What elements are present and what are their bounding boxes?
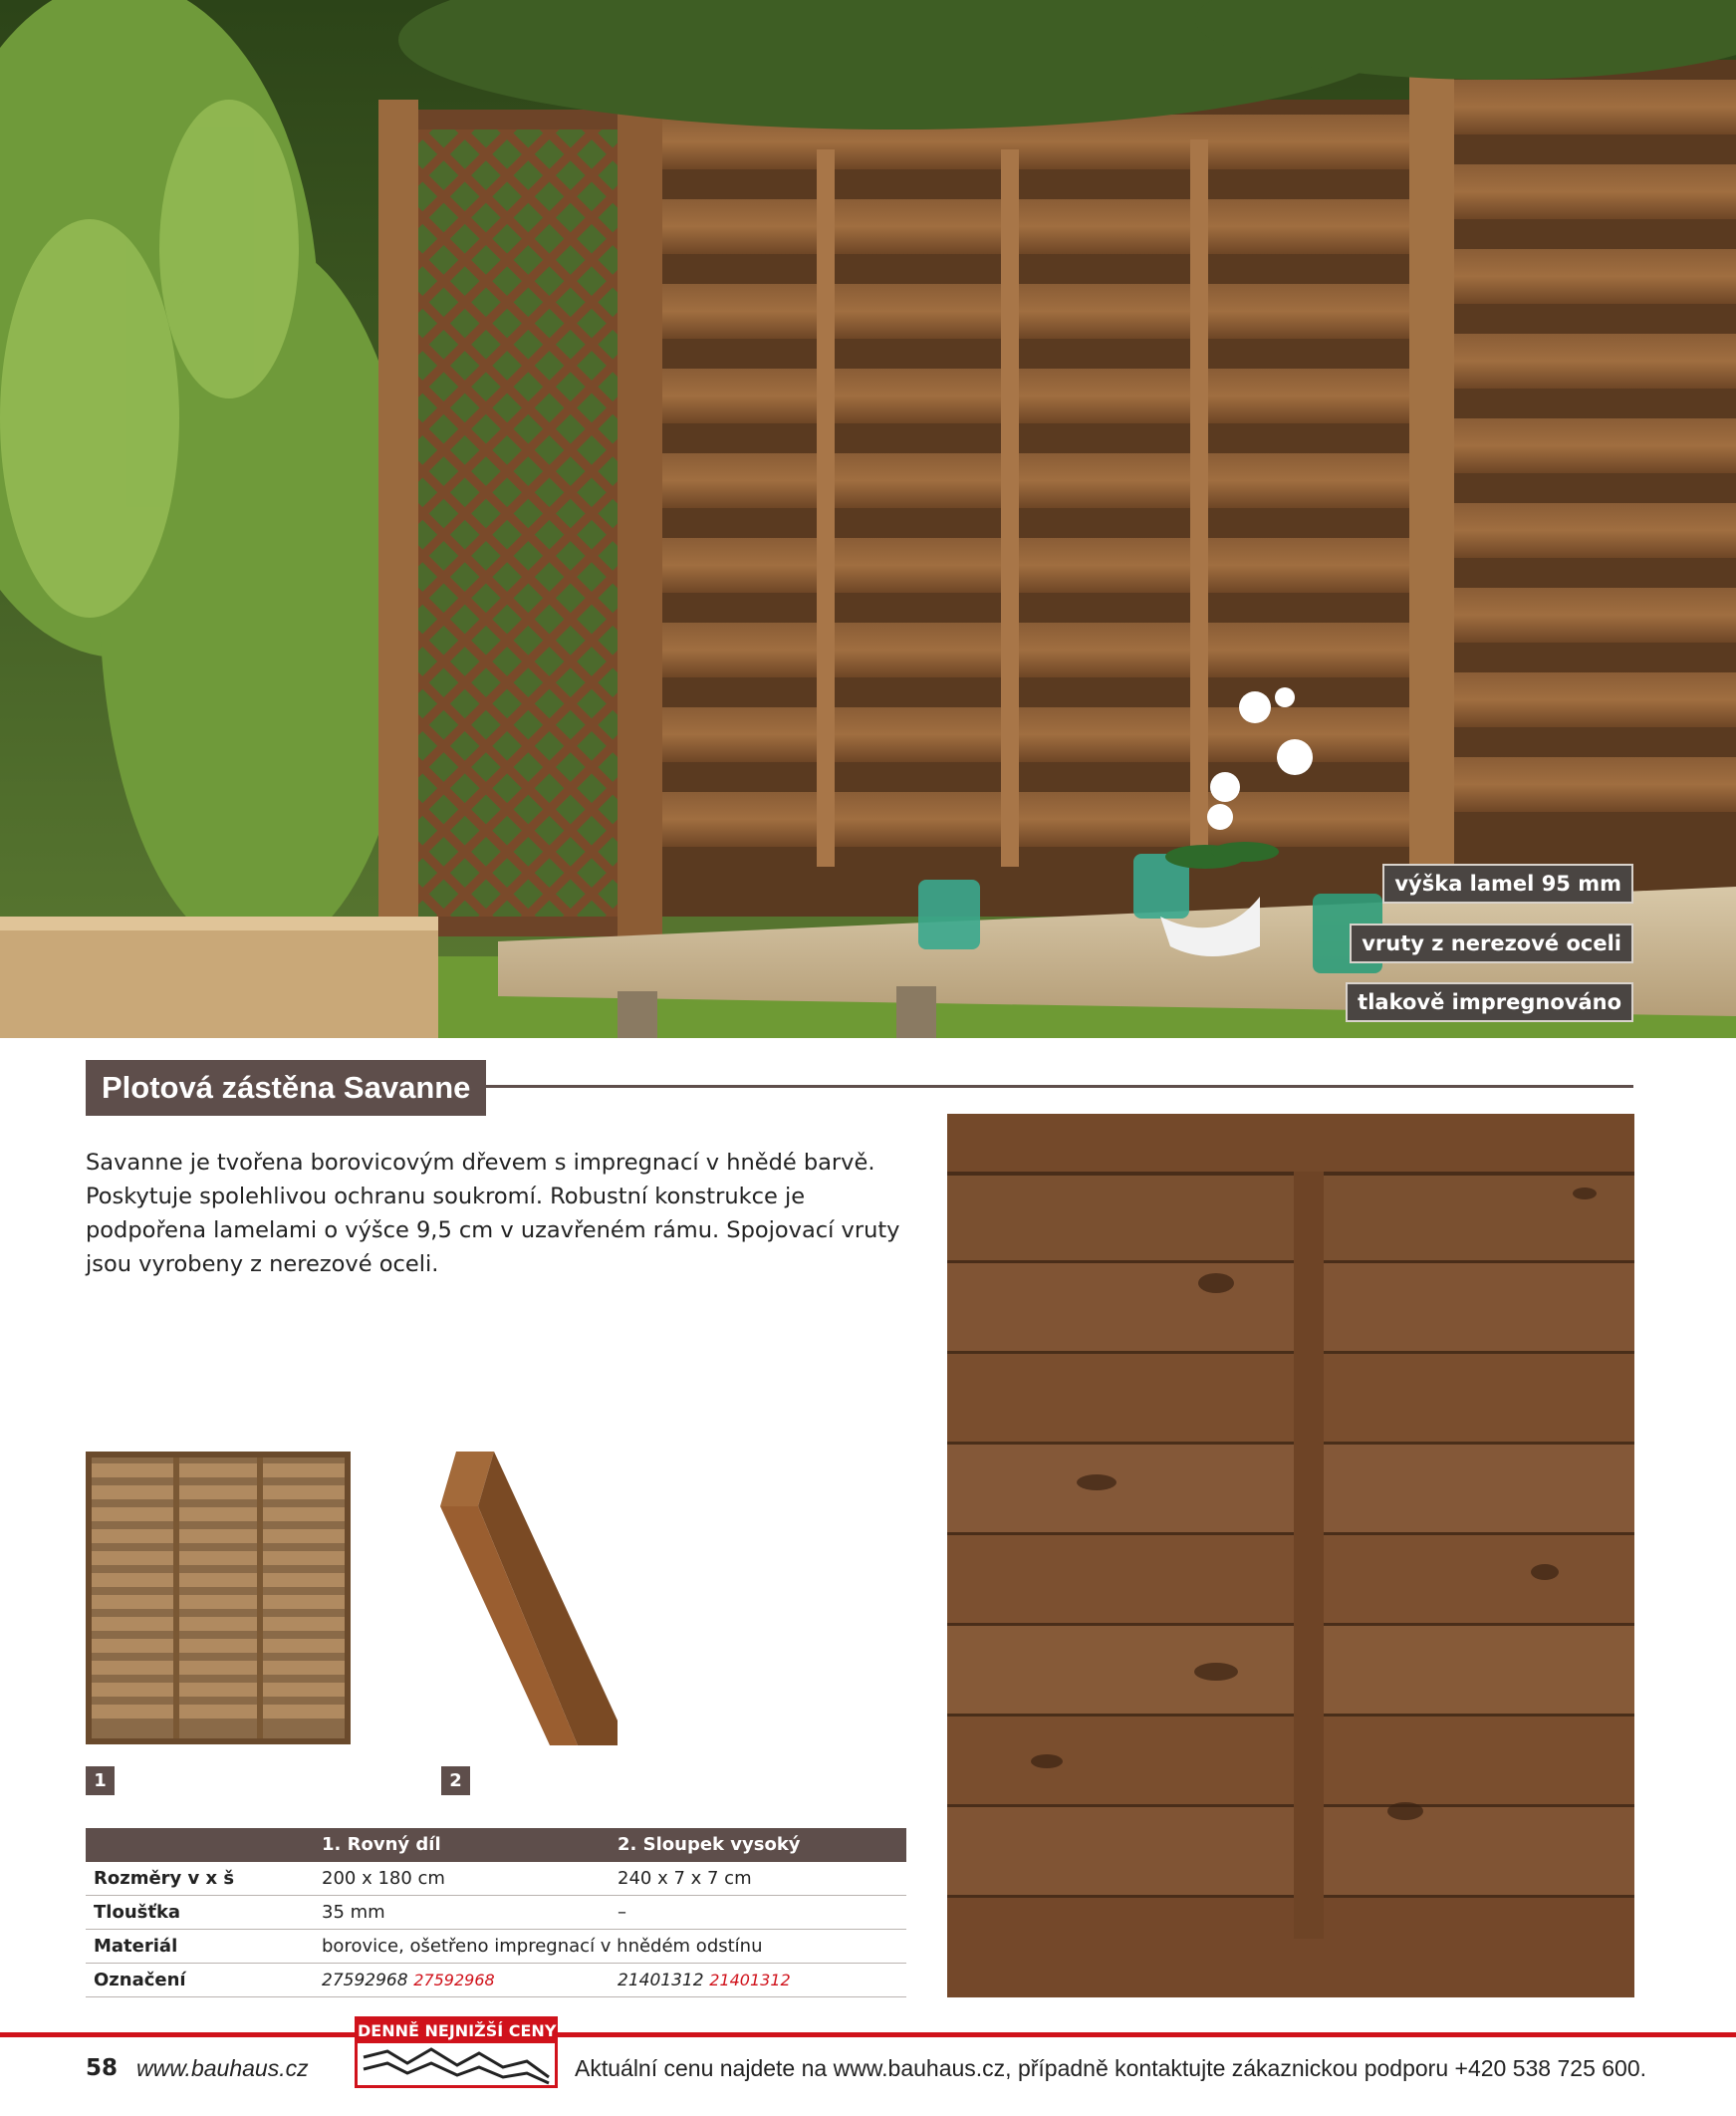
hero-image — [0, 0, 1736, 1038]
row-label: Rozměry v x š — [94, 1868, 235, 1889]
feature-badge-stainless-screws: vruty z nerezové oceli — [1350, 924, 1633, 963]
title-divider — [483, 1085, 1633, 1088]
fence-panel-thumbnail — [86, 1452, 351, 1744]
article-code: 21401312 — [618, 1971, 704, 1990]
spec-row-thickness — [86, 1896, 906, 1930]
cell-value: – — [618, 1902, 626, 1923]
column-header-straight-panel: 1. Rovný díl — [322, 1834, 441, 1855]
daily-lowest-price-label: DENNĚ NEJNIŽŠÍ CENY — [358, 2019, 555, 2043]
product-description: Savanne je tvořena borovicovým dřevem s impregnací v hnědé barvě. Poskytuje spolehlivou ochranu soukromí. Robustní konstrukce je podpořena lamelami o výšce 9,5 cm v uzavřeném rámu. Spojovací vruty jsou vyrobeny z nerezové oceli. — [86, 1150, 900, 1277]
product-image-panel — [86, 1452, 351, 1744]
fence-post-thumbnail — [438, 1452, 618, 1745]
cell-value: 35 mm — [322, 1902, 385, 1923]
cell-value: borovice, ošetřeno impregnací v hnědém odstínu — [322, 1936, 763, 1957]
footer-red-line — [0, 2032, 1736, 2037]
product-title: Plotová zástěna Savanne — [86, 1060, 486, 1116]
spec-row-material — [86, 1930, 906, 1964]
website-link[interactable]: www.bauhaus.cz — [136, 2055, 309, 2081]
article-code-red: 21401312 — [709, 1971, 791, 1989]
feature-badge-slat-height: výška lamel 95 mm — [1382, 864, 1633, 904]
article-code-cell — [618, 1964, 791, 1997]
article-code-cell — [322, 1964, 495, 1997]
price-note: Aktuální cenu najdete na www.bauhaus.cz, případně kontaktujte zákaznickou podporu +420 538 725 600. — [575, 2055, 1647, 2081]
spec-table — [86, 1828, 906, 1997]
row-label: Materiál — [94, 1936, 178, 1957]
cell-value: 240 x 7 x 7 cm — [618, 1868, 752, 1889]
product-image-post — [438, 1452, 618, 1745]
article-code: 27592968 — [322, 1971, 408, 1990]
cell-value: 200 x 180 cm — [322, 1868, 445, 1889]
spec-row-article-code — [86, 1964, 906, 1997]
page-number: 58 — [86, 2055, 119, 2081]
price-drop-graph-icon — [358, 2043, 555, 2085]
image-number-1: 1 — [86, 1766, 115, 1795]
fence-panel-closeup — [947, 1114, 1634, 1997]
column-header-post: 2. Sloupek vysoký — [618, 1834, 801, 1855]
product-image-panel-closeup — [947, 1114, 1634, 1997]
article-code-red: 27592968 — [413, 1971, 495, 1989]
row-label: Označení — [94, 1970, 186, 1990]
row-label: Tloušťka — [94, 1902, 181, 1923]
spec-table-header — [86, 1828, 906, 1862]
daily-lowest-price-badge — [355, 2016, 558, 2088]
image-number-2: 2 — [441, 1766, 470, 1795]
spec-row-dimensions — [86, 1862, 906, 1896]
feature-badge-pressure-impregnated: tlakově impregnováno — [1346, 982, 1633, 1022]
